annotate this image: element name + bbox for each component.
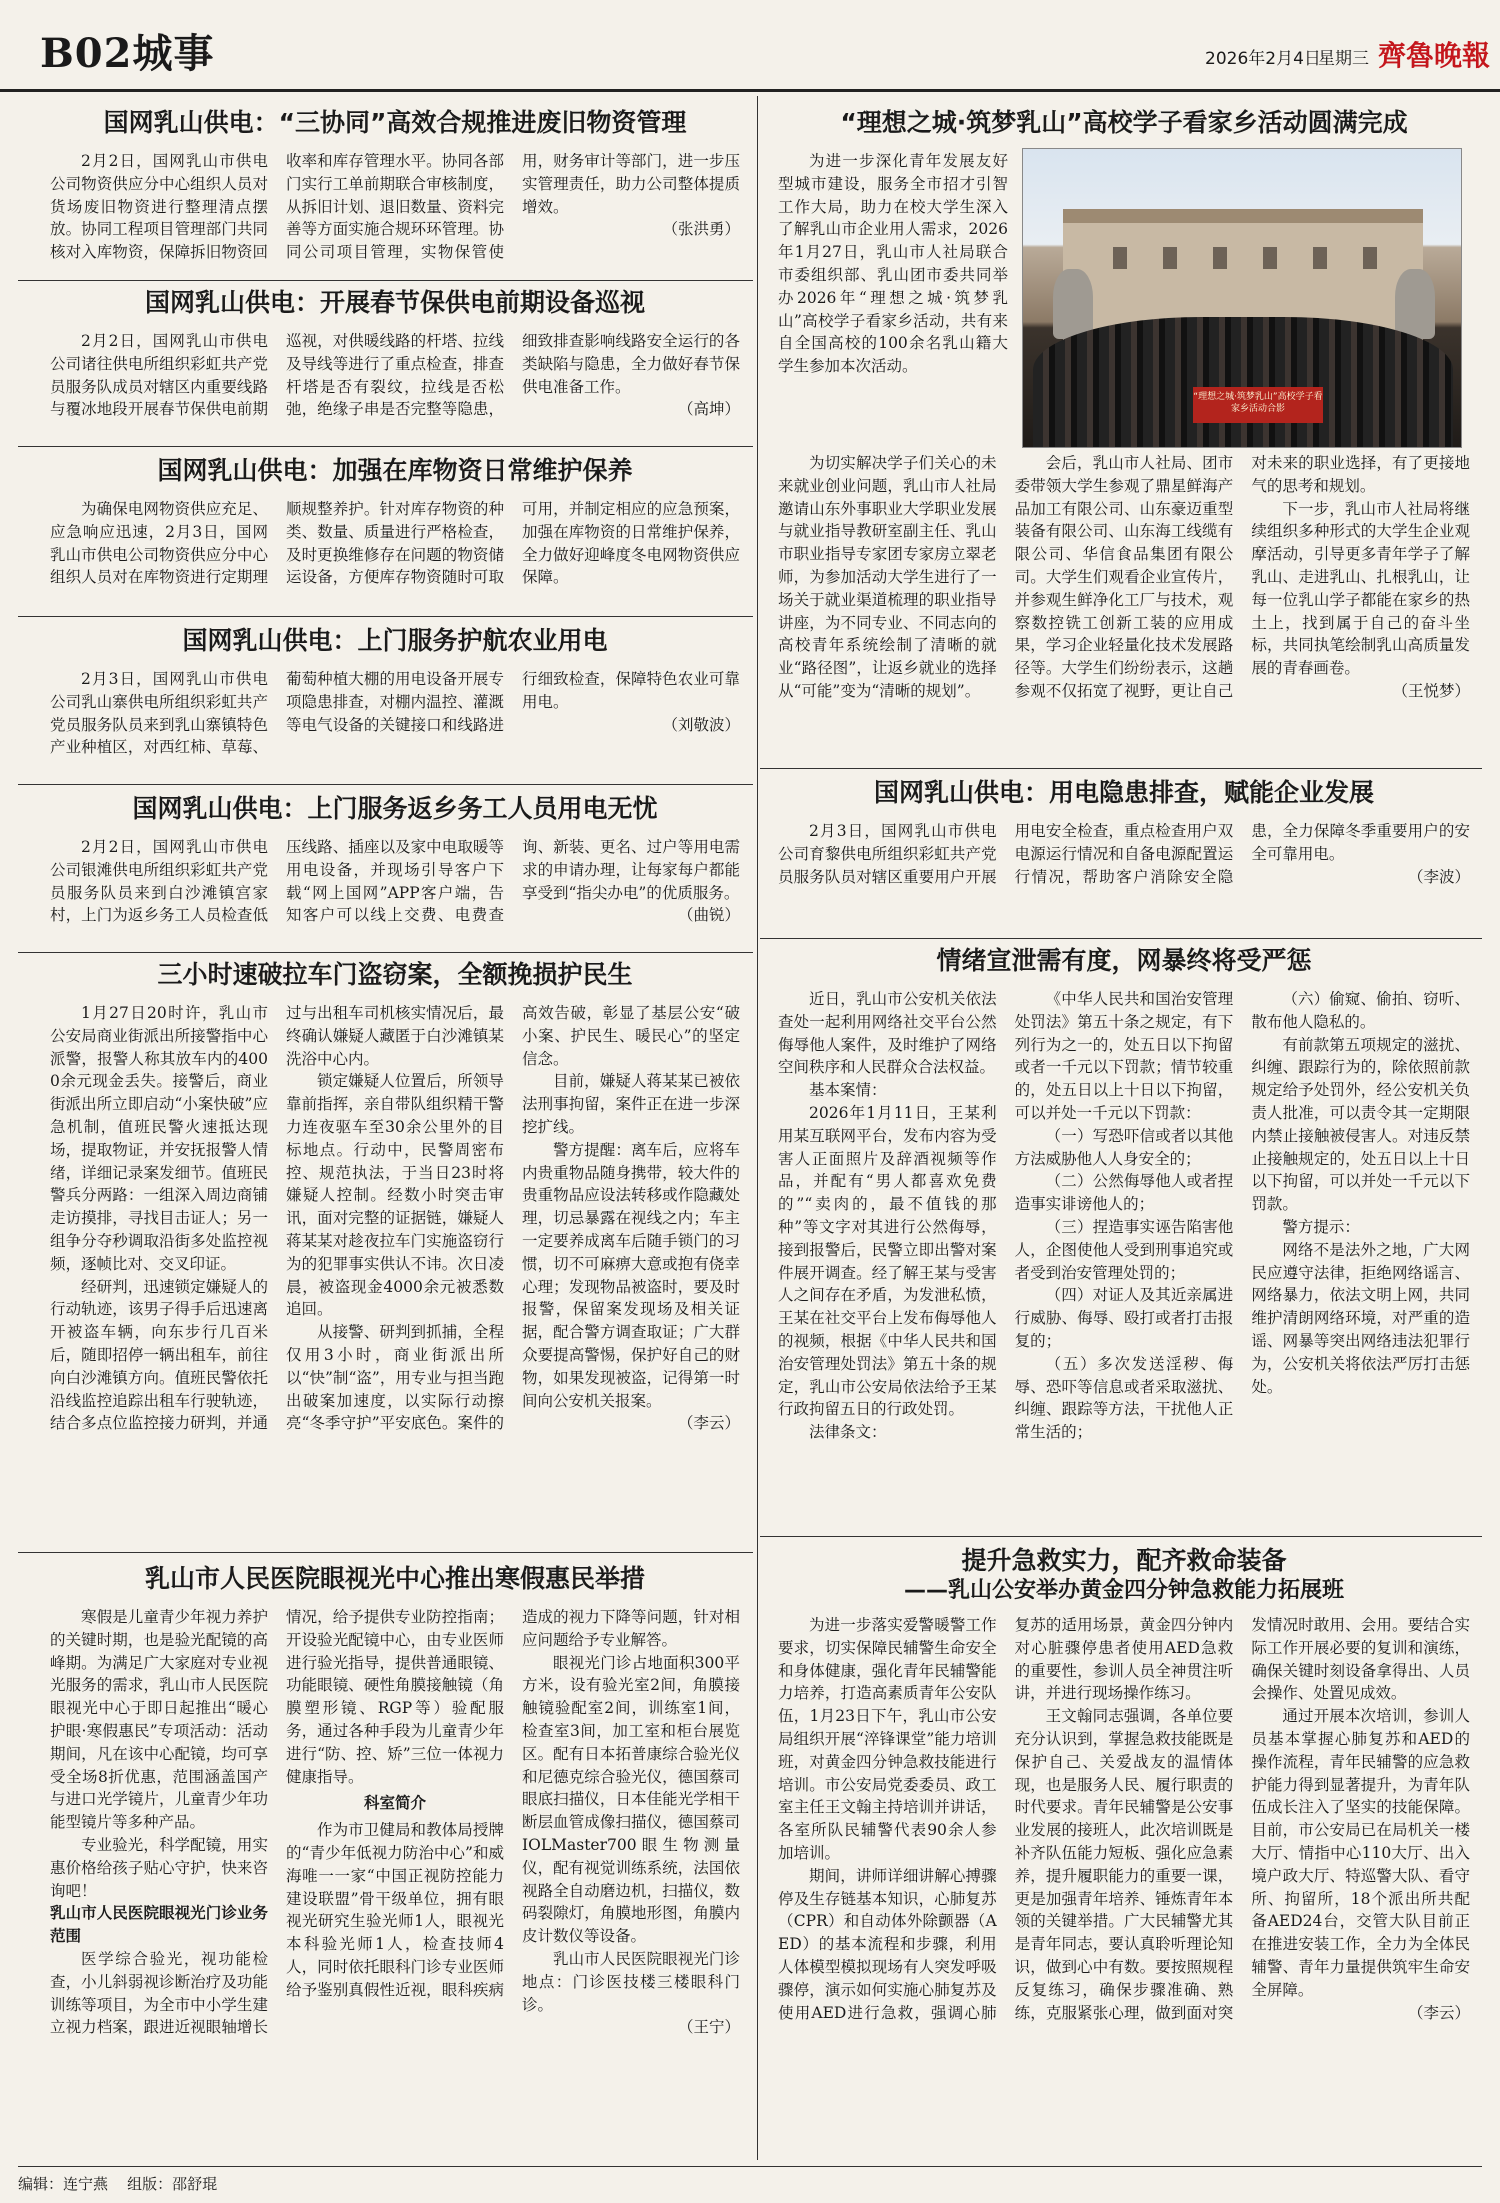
paragraph: 《中华人民共和国治安管理处罚法》第五十条之规定，有下列行为之一的，处五日以下拘留或者一千元以下罚款；情节较重的，处五日以上十日以下拘留，可以并处一千元以下罚款： bbox=[1014, 990, 1234, 1122]
byline: （王悦梦） bbox=[1392, 681, 1470, 700]
article-eye-center bbox=[50, 1560, 740, 2160]
article-first-aid bbox=[778, 1546, 1470, 2160]
article-title: 情绪宣泄需有度，网暴终将受严惩 bbox=[936, 946, 1312, 975]
paragraph: 专业验光，科学配镜，用实惠价格给孩子贴心守护，快来咨询吧！ bbox=[50, 1835, 268, 1900]
newspaper-logo: 齊魯晚報 bbox=[1378, 39, 1491, 72]
paragraph: 目前，嫌疑人蒋某某已被依法刑事拘留，案件正在进一步深挖扩线。 bbox=[522, 1072, 740, 1136]
paragraph: 为进一步落实爱警暖警工作要求，切实保障民辅警生命安全和身体健康，强化青年民辅警能力培养，打造高素质青年公安队伍，1月23日下午，乳山市公安局组织开展“淬锋课堂”能力培训班，对黄金四分钟急救技能进行培训。市公安局党委委员、政工室主任王文翰主持培训并讲话，各室所队民辅警代表90余人参加培训。 bbox=[778, 1616, 997, 1862]
paragraph: 王文翰同志强调，各单位要充分认识到，掌握急救技能既是保护自己、关爱战友的温情体现，也是服务人民、履行职责的时代要求。青年民辅警是公安事业发展的接班人，此次培训既是补齐队伍能力短板、强化应急素养，提升履职能力的重要一课，更是加强青年培养、锤炼青年本领的关键举措。广大民辅警尤其是青年同志，要认真聆听理论知识，做到心中有数。要按照规程反复练习，确保步骤准确、熟练，克服紧张心理，做到面对突发情况时敢用、会用。要结合实际工作开展必要的复训和演练，确保关键时刻设备拿得出、人员会操作、处置见成效。 bbox=[1014, 1616, 1470, 2022]
paragraph: 锁定嫌疑人位置后，所领导靠前指挥，亲自带队组织精干警力连夜驱车至30余公里外的目标地点。行动中，民警周密布控、规范执法，于当日23时将嫌疑人控制。经数小时突击审讯，面对完整的证据链，嫌疑人蒋某某对趁夜拉车门实施盗窃行为的犯罪事实供认不讳。次日凌晨，被盗现金4000余元被悉数追回。 bbox=[286, 1072, 504, 1319]
issue-date: 2026年2月4日 bbox=[1205, 49, 1321, 69]
paragraph: 近日，乳山市公安机关依法查处一起利用网络社交平台公然侮辱他人案件，及时维护了网络空间秩序和人民群众合法权益。 bbox=[778, 990, 997, 1077]
paragraph: 基本案情： bbox=[809, 1081, 887, 1100]
issue-weekday: 星期三 bbox=[1318, 49, 1369, 69]
paragraph: 经研判，迅速锁定嫌疑人的行动轨迹，该男子得手后迅速离开被盗车辆，向东步行几百米后，随即招停一辆出租车，前往向白沙滩镇方向。值班民警依托沿线监控追踪出租车行驶轨迹，结合多点位监控接力研判，并通过与出租车司机核实情况后，最终确认嫌疑人藏匿于白沙滩镇某洗浴中心内。 bbox=[50, 1004, 504, 1433]
paragraph: （二）公然侮辱他人或者捏造事实诽谤他人的； bbox=[1014, 1172, 1234, 1214]
paragraph: 为切实解决学子们关心的未来就业创业问题，乳山市人社局邀请山东外事职业大学职业发展与就业指导教研室副主任、乳山市职业指导专家团专家房立翠老师，为参加活动大学生进行了一场关于就业渠道梳理的职业指导讲座，为不同专业、不同志向的高校青年系统绘制了清晰的就业“路径图”，让返乡就业的选择从“可能”变为“清晰的规划”。 bbox=[778, 454, 997, 700]
article-body: 为确保电网物资供应充足、应急响应迅速，2月3日，国网乳山市供电公司物资供应分中心组织人员对在库物资进行定期理顺规整养护。针对库存物资的种类、数量、质量进行严格检查，及时更换维修存在问题的物资储运设备，方便库存物资随时可取可用，并制定相应的应急预案，加强在库物资的日常维护保养，全力做好迎峰度冬电网物资供应保障。 bbox=[50, 500, 740, 587]
article-spring-patrol bbox=[50, 284, 740, 444]
page-footer bbox=[18, 2173, 217, 2194]
editor-credit: 编辑：连宁燕 bbox=[18, 2175, 109, 2193]
paragraph: 下一步，乳山市人社局将继续组织多种形式的大学生企业观摩活动，引导更多青年学子了解乳山、走进乳山、扎根乳山，让每一位乳山学子都能在家乡的热土上，找到属于自己的奋斗坐标，共同执笔绘制乳山高质量发展的青春画卷。 bbox=[1251, 499, 1470, 678]
article-title: 国网乳山供电：上门服务护航农业用电 bbox=[182, 626, 608, 655]
byline: （高坤） bbox=[677, 400, 740, 419]
article-agriculture-power bbox=[50, 622, 740, 782]
paragraph: 乳山市人民医院眼视光门诊地点：门诊医技楼三楼眼科门诊。 bbox=[522, 1949, 740, 2014]
subheading: 乳山市人民医院眼视光门诊业务范围 bbox=[50, 1903, 268, 1946]
paragraph: 从接警、研判到抓捕，全程仅用3小时，商业街派出所以“快”制“盗”，用专业与担当跑出破案加速度，以实际行动擦亮“冬季守护”平安底色。案件的高效告破，彰显了基层公安“破小案、护民生、暖民心”的坚定信念。 bbox=[286, 1004, 740, 1433]
article-theft-case bbox=[50, 956, 740, 1546]
article-subtitle: ——乳山公安举办黄金四分钟急救能力拓展班 bbox=[903, 1578, 1344, 1603]
paragraph: 有前款第五项规定的滋扰、纠缠、跟踪行为的，除依照前款规定给予处罚外，经公安机关负责人批准，可以责令其一定期限内禁止接触被侵害人。对违反禁止接触规定的，处五日以上十日以下拘留，可以并处一千元以下罚款。 bbox=[1251, 1035, 1470, 1214]
byline: （曲锐） bbox=[677, 906, 740, 925]
paragraph: 法律条文： bbox=[809, 1423, 887, 1442]
byline: （李云） bbox=[1407, 2003, 1470, 2022]
article-title: “理想之城·筑梦乳山”高校学子看家乡活动圆满完成 bbox=[840, 108, 1408, 137]
paragraph: 2026年1月11日，王某利用某互联网平台，发布内容为受害人正面照片及辞酒视频等作品，并配有“男人都喜欢免费的”“卖肉的，最不值钱的那种”等文字对其进行公然侮辱，接到报警后，民警立即出警对案件展开调查。经了解王某与受害人之间存在矛盾，为发泄私愤，王某在社交平台上发布侮辱他人的视频，根据《中华人民共和国治安管理处罚法》第五十条的规定，乳山市公安局依法给予王某行政拘留五日的行政处罚。 bbox=[778, 1103, 997, 1419]
article-title: 国网乳山供电：开展春节保供电前期设备巡视 bbox=[144, 288, 645, 317]
paragraph: 警方提示： bbox=[1282, 1217, 1360, 1236]
paragraph: 警方提醒：离车后，应将车内贵重物品随身携带，较大件的贵重物品应设法转移或作隐藏处理，切忌暴露在视线之内；车主一定要养成离车后随手锁门的习惯，切不可麻痹大意或抱有侥幸心理；发现物品被盗时，要及时报警，保留案发现场及相关证据，配合警方调查取证；广大群众要提高警惕，保护好自己的财物，如果发现被盗，记得第一时间向公安机关报案。 bbox=[522, 1140, 740, 1410]
article-title: 国网乳山供电：用电隐患排查，赋能企业发展 bbox=[873, 778, 1374, 807]
paragraph: 眼视光门诊占地面积300平方米，设有验光室2间，角膜接触镜验配室2间，训练室1间，检查室3间，加工室和柜台展览区。配有日本拓普康综合验光仪和尼德克综合验光仪，德国蔡司眼底扫描仪，日本佳能光学相干断层血管成像扫描仪，德国蔡司IOLMaster700眼生物测量仪，配有视觉训练系统，法国依视路全自动磨边机，扫描仪，数码裂隙灯，角膜地形图，角膜内皮计数仪等设备。 bbox=[522, 1653, 740, 1946]
paragraph: （一）写恐吓信或者以其他方法威胁他人人身安全的； bbox=[1014, 1126, 1234, 1168]
byline: （李云） bbox=[677, 1414, 740, 1433]
article-body: 2月2日，国网乳山市供电公司物资供应分中心组织人员对货场废旧物资进行整理清点摆放。协同工程项目管理部门共同核对入库物资，保障拆旧物资回收率和库存管理水平。协同各部门实行工单前期联合审核制度，从拆旧计划、退旧数量、资料完善等方面实施合规环环管理。协同公司项目管理，实物保管使用，财务审计等部门，进一步压实管理责任，助力公司整体提质增效。 bbox=[50, 152, 740, 262]
article-stock-maintenance bbox=[50, 452, 740, 612]
article-body: 2月3日，国网乳山市供电公司育黎供电所组织彩虹共产党员服务队员对辖区重要用户开展用电安全检查，重点检查用户双电源运行情况和自备电源配置运行情况，帮助客户消除安全隐患，全力保障冬季重要用户的安全可靠用电。 bbox=[778, 822, 1470, 886]
byline: （李波） bbox=[1407, 867, 1470, 886]
byline: （张洪勇） bbox=[662, 220, 740, 239]
page-number: B02城事 bbox=[40, 30, 215, 77]
subheading: 科室简介 bbox=[363, 1793, 426, 1813]
paragraph: 期间，讲师详细讲解心搏骤停及生存链基本知识，心肺复苏（CPR）和自动体外除颤器（AED）的基本流程和步骤，利用人体模型模拟现场有人突发呼吸骤停，演示如何实施心肺复苏及使用AED进行急救，强调心肺复苏的适用场景，黄金四分钟内对心脏骤停患者使用AED急救的重要性，参训人员全神贯注听讲，并进行现场操作练习。 bbox=[778, 1616, 1234, 2022]
page-header bbox=[0, 0, 1500, 92]
article-body: 2月2日，国网乳山市供电公司诸往供电所组织彩虹共产党员服务队成员对辖区内重要线路与覆冰地段开展春节保供电前期巡视，对供暖线路的杆塔、拉线及导线等进行了重点检查，排查杆塔是否有裂纹，拉线是否松弛，绝缘子串是否完整等隐患，细致排查影响线路安全运行的各类缺陷与隐患，全力做好春节保供电准备工作。 bbox=[50, 332, 740, 419]
article-enterprise-safety bbox=[778, 774, 1470, 934]
paragraph: 医学综合验光，视功能检查，小儿斜弱视诊断治疗及功能训练等项目，为全市中小学生建立视力档案，跟进近视眼轴增长情况，给予提供专业防控指南；开设验光配镜中心，由专业医师进行验光指导，提供普通眼镜、功能眼镜、硬性角膜接触镜（角膜塑形镜、RGP等）验配服务，通过各种手段为儿童青少年进行“防、控、矫”三位一体视力健康指导。 bbox=[50, 1608, 504, 2037]
paragraph: 1月27日20时许，乳山市公安局商业街派出所接警指中心派警，报警人称其放车内的4000余元现金丢失。接警后，商业街派出所立即启动“小案快破”应急机制，值班民警火速抵达现场，提取物证，并安抚报警人情绪，详细记录案发细节。值班民警兵分两路：一组深入周边商铺走访摸排，寻找目击证人；另一组争分夺秒调取沿街多处监控视频，逐帧比对、交叉印证。 bbox=[50, 1004, 268, 1273]
photo-banner: “理想之城·筑梦乳山”高校学子看家乡活动合影 bbox=[1193, 387, 1323, 423]
byline: （刘敬波） bbox=[662, 715, 740, 734]
paragraph: 寒假是儿童青少年视力养护的关键时期，也是验光配镜的高峰期。为满足广大家庭对专业视光服务的需求，乳山市人民医院眼视光中心于即日起推出“暖心护眼·寒假惠民”专项活动：活动期间，凡在该中心配镜，均可享受全场8折优惠，范围涵盖国产与进口光学镜片，儿童青少年功能型镜片等多种产品。 bbox=[50, 1608, 268, 1832]
paragraph: 通过开展本次培训，参训人员基本掌握心肺复苏和AED的操作流程，青年民辅警的应急救护能力得到显著提升，为青年队伍成长注入了坚实的技能保障。目前，市公安局已在局机关一楼大厅、情指中心110大厅、出入境户政大厅、特巡警大队、看守所、拘留所，18个派出所共配备AED24台，交管大队目前正在推进安装工作，全力为全体民辅警、青年力量提供筑牢生命安全屏障。 bbox=[1251, 1707, 1470, 1999]
group-photo bbox=[1022, 148, 1462, 448]
article-title: 三小时速破拉车门盗窃案，全额挽损护民生 bbox=[157, 960, 633, 989]
byline: （王宁） bbox=[677, 2018, 740, 2037]
article-title: 乳山市人民医院眼视光中心推出寒假惠民举措 bbox=[144, 1564, 645, 1593]
article-title: 国网乳山供电：上门服务返乡务工人员用电无忧 bbox=[132, 794, 658, 823]
article-title: 国网乳山供电：加强在库物资日常维护保养 bbox=[157, 456, 633, 485]
article-title: 提升急救实力，配齐救命装备 bbox=[961, 1546, 1287, 1575]
article-waste-materials bbox=[50, 104, 740, 280]
article-returning-workers bbox=[50, 790, 740, 950]
paragraph: （六）偷窥、偷拍、窃听、散布他人隐私的。 bbox=[1251, 990, 1470, 1031]
article-cyberbullying bbox=[778, 942, 1470, 1532]
paragraph: 为进一步深化青年发展友好型城市建设，服务全市招才引智工作大局，助力在校大学生深入了解乳山市企业用人需求，2026年1月27日，乳山市人社局联合市委组织部、乳山团市委共同举办2026年“理想之城·筑梦乳山”高校学子看家乡活动，共有来自全国高校的100余名乳山籍大学生参加本次活动。 bbox=[778, 152, 1008, 376]
paragraph: 网络不是法外之地，广大网民应遵守法律，拒绝网络谣言、网络暴力，依法文明上网，共同维护清朗网络环境，对严重的造谣、网暴等突出网络违法犯罪行为，公安机关将依法严厉打击惩处。 bbox=[1251, 1240, 1470, 1396]
paragraph: （三）捏造事实诬告陷害他人，企图使他人受到刑事追究或者受到治安管理处罚的； bbox=[1014, 1217, 1234, 1282]
article-title: 国网乳山供电：“三协同”高效合规推进废旧物资管理 bbox=[103, 108, 687, 137]
layout-credit: 组版：邵舒琨 bbox=[127, 2175, 218, 2193]
paragraph: （四）对证人及其近亲属进行威胁、侮辱、殴打或者打击报复的； bbox=[1014, 1286, 1234, 1350]
paragraph: 作为市卫健局和教体局授牌的“青少年低视力防治中心”和威海唯一一家“中国正视防控能力建设联盟”骨干级单位，拥有眼视光研究生验光师1人，眼视光本科验光师1人，检查技师4人，同时依托眼科门诊专业医师给予鉴别真假性近视，眼科疾病造成的视力下降等问题，针对相应问题给予专业解答。 bbox=[286, 1608, 740, 1999]
article-body: 2月3日，国网乳山市供电公司乳山寨供电所组织彩虹共产党员服务队员来到乳山寨镇特色产业种植区，对西红柿、草莓、葡萄种植大棚的用电设备开展专项隐患排查，对棚内温控、灌溉等电气设备的关键接口和线路进行细致检查，保障特色农业可靠用电。 bbox=[50, 670, 740, 757]
paragraph: （五）多次发送淫秽、侮辱、恐吓等信息或者采取滋扰、纠缠、跟踪等方法，干扰他人正常生活的； bbox=[1014, 1354, 1234, 1442]
paragraph: 会后，乳山市人社局、团市委带领大学生参观了鼎星鲜海产品加工有限公司、山东豪迈重型装备有限公司、山东海工线缆有限公司、华信食品集团有限公司。大学生们观看企业宣传片，并参观生鲜净化工厂与技术，观察数控铣工创新工装的应用成果，学习企业轻量化技术发展路径等。大学生们纷纷表示，这趟参观不仅拓宽了视野，更让自己对未来的职业选择，有了更接地气的思考和规划。 bbox=[1014, 454, 1470, 700]
article-body: 2月2日，国网乳山市供电公司银滩供电所组织彩虹共产党员服务队员来到白沙滩镇宫家村，上门为返乡务工人员检查低压线路、插座以及家中电取暖等用电设备，并现场引导客户下载“网上国网”APP客户端，告知客户可以线上交费、电费查询、新装、更名、过户等用电需求的申请办理，让每家每户都能享受到“指尖办电”的优质服务。 bbox=[50, 838, 740, 925]
